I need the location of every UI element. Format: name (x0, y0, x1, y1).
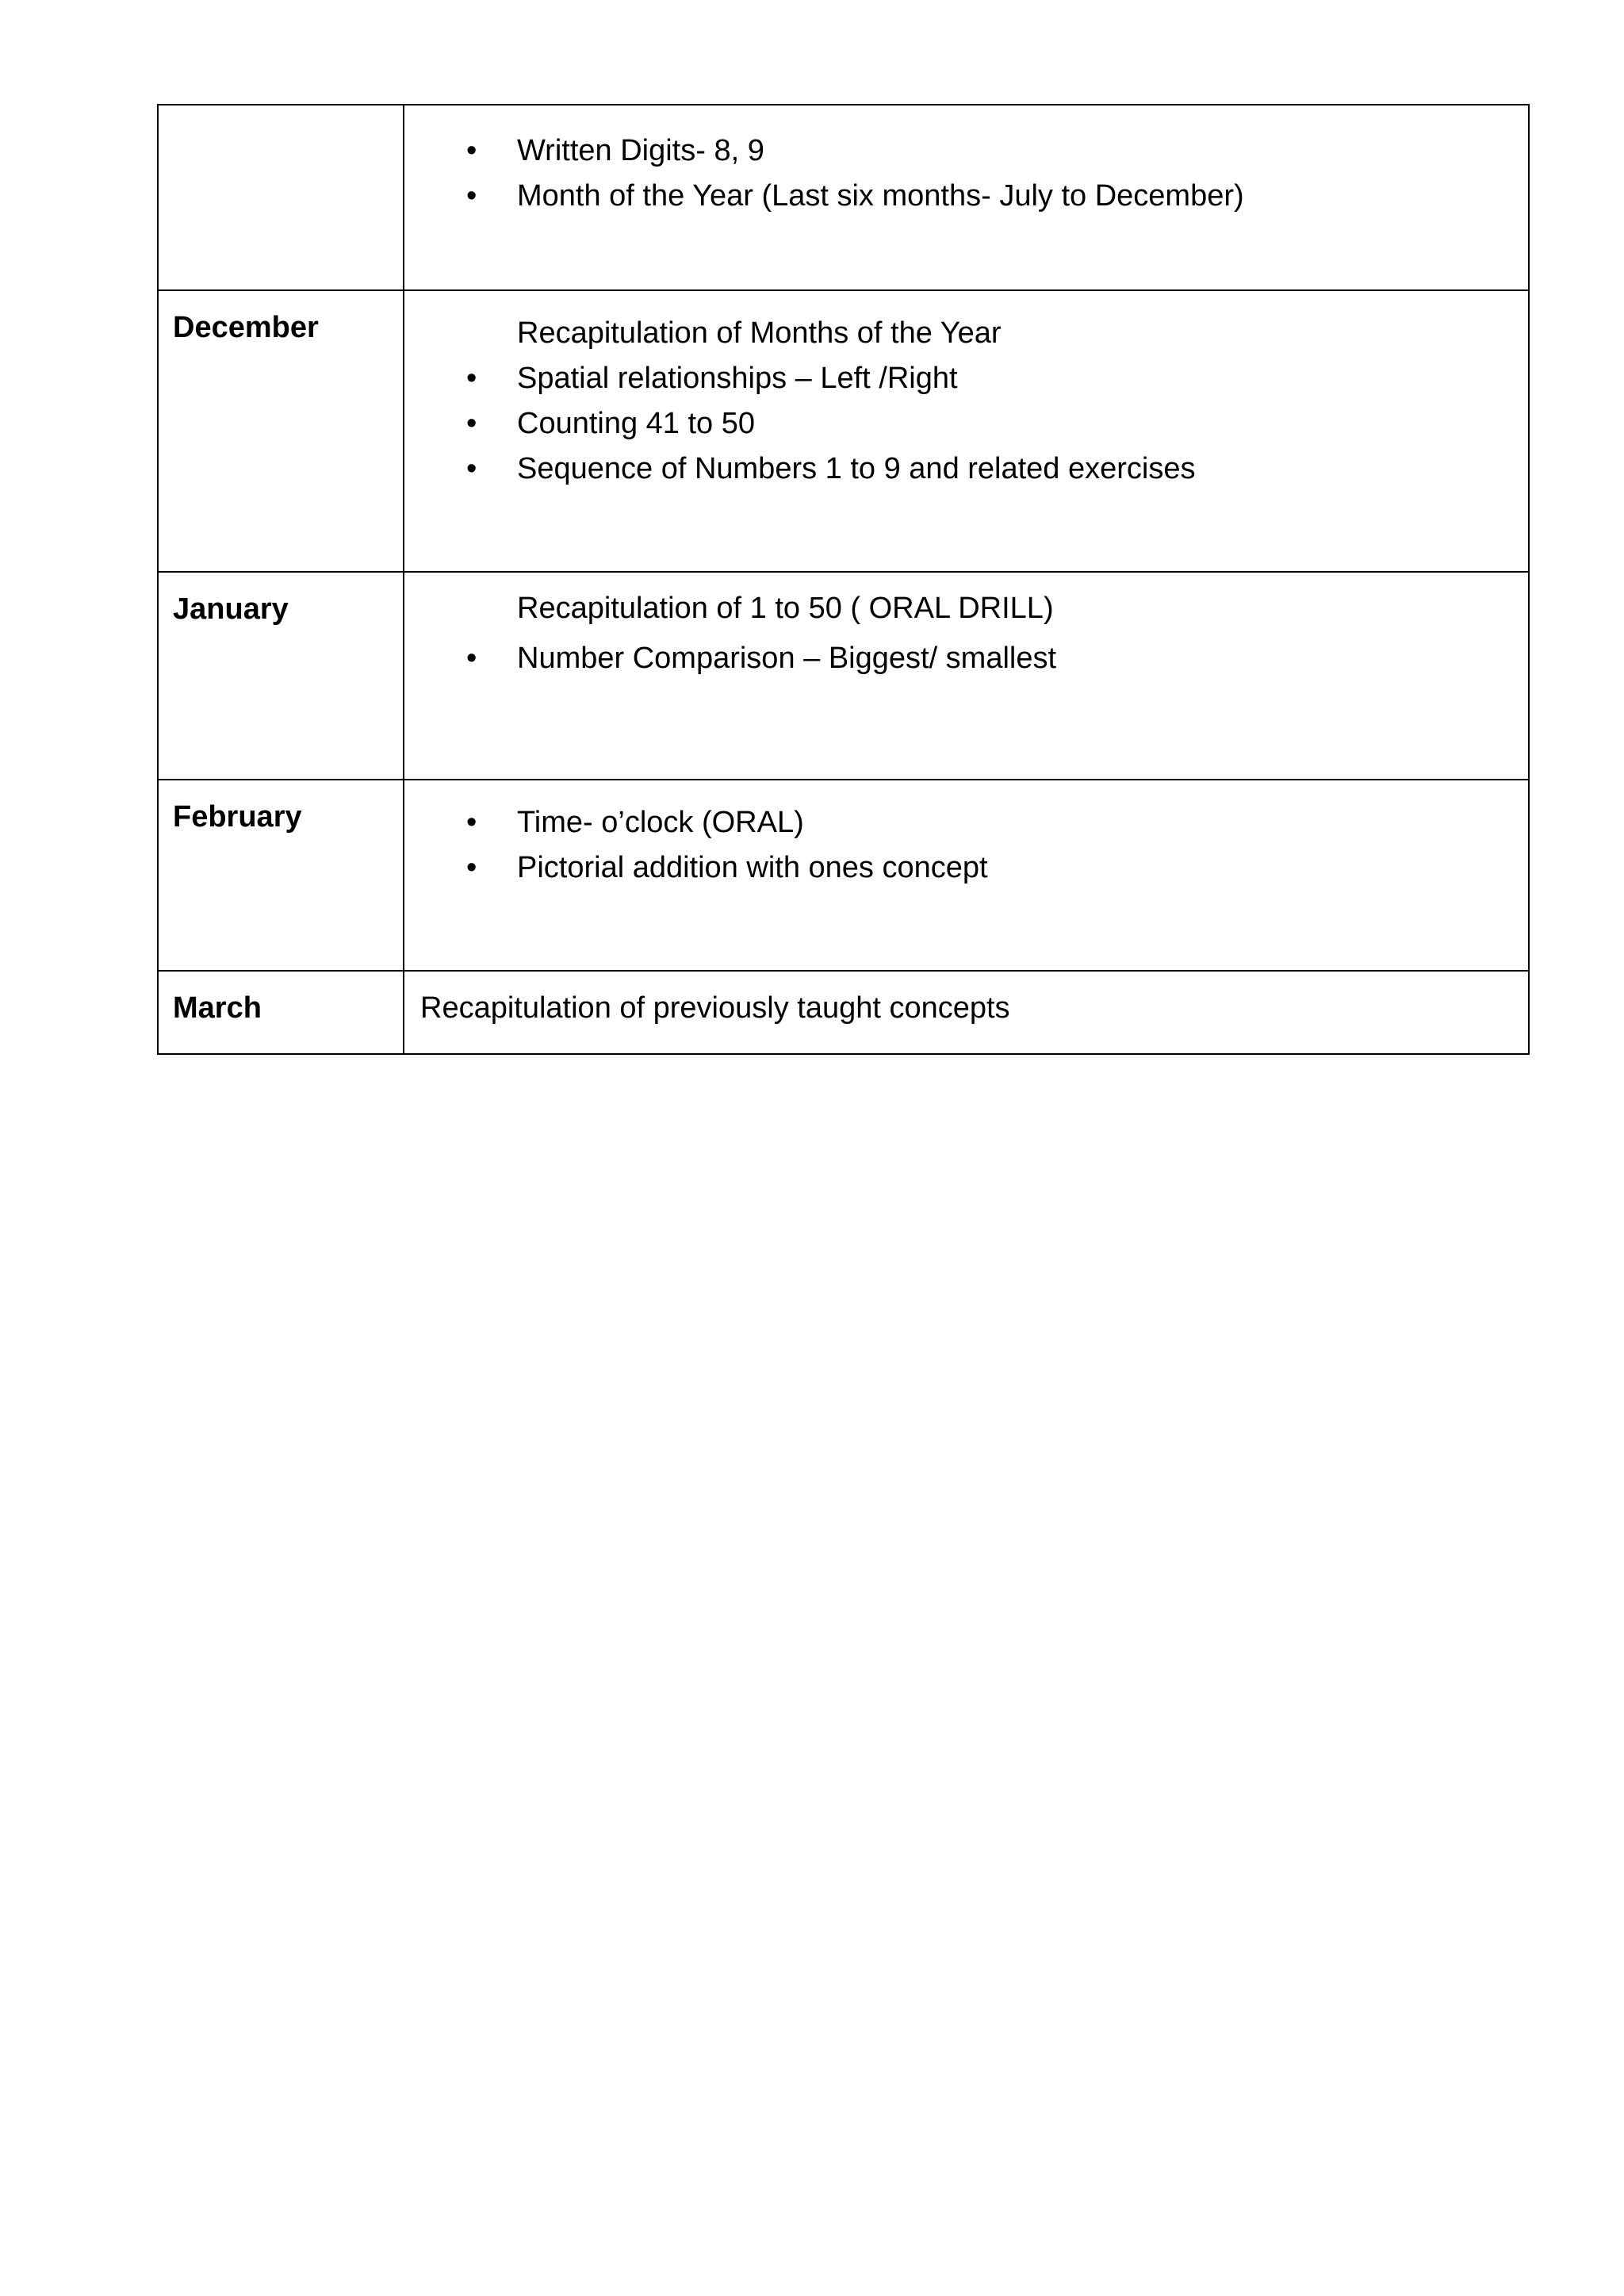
bullet-icon: • (466, 407, 477, 440)
topic-list (404, 586, 1528, 681)
topic-text: Time- o’clock (ORAL) (517, 806, 804, 839)
syllabus-table (157, 104, 1530, 1055)
topic-text: Spatial relationships – Left /Right (517, 362, 958, 395)
content-cell (404, 971, 1529, 1054)
month-cell: March (158, 971, 404, 1054)
bullet-icon: • (466, 806, 477, 839)
topic-text: Month of the Year (Last six months- July to December) (517, 179, 1244, 213)
list-item (404, 128, 1528, 174)
topic-text: Recapitulation of Months of the Year (517, 316, 1002, 350)
list-item (404, 356, 1528, 401)
bullet-icon: • (466, 851, 477, 884)
topic-text: Number Comparison – Biggest/ smallest (517, 642, 1057, 675)
topic-text: Sequence of Numbers 1 to 9 and related exercises (517, 452, 1196, 485)
list-item (404, 447, 1528, 492)
month-cell: December (158, 290, 404, 572)
list-item (404, 401, 1528, 447)
topic-text: Written Digits- 8, 9 (517, 134, 764, 167)
topic-text: Counting 41 to 50 (517, 407, 756, 440)
content-cell (404, 105, 1529, 290)
topic-text: Pictorial addition with ones concept (517, 851, 988, 884)
table-row (158, 971, 1529, 1054)
table-row (158, 105, 1529, 290)
list-item (404, 311, 1528, 356)
list-item (404, 586, 1528, 631)
topic-text: Recapitulation of 1 to 50 ( ORAL DRILL) (517, 592, 1054, 625)
table-row (158, 290, 1529, 572)
bullet-icon: • (466, 642, 477, 675)
bullet-icon: • (466, 179, 477, 213)
month-cell (158, 105, 404, 290)
topic-list (404, 800, 1528, 891)
topic-list (404, 311, 1528, 492)
table-row (158, 572, 1529, 780)
month-cell: January (158, 572, 404, 780)
list-item (404, 174, 1528, 219)
table-row (158, 780, 1529, 971)
content-cell (404, 780, 1529, 971)
month-cell: February (158, 780, 404, 971)
list-item (404, 800, 1528, 845)
bullet-icon: • (466, 452, 477, 485)
list-item (404, 845, 1528, 891)
content-cell (404, 290, 1529, 572)
topic-text: Recapitulation of previously taught concepts (420, 991, 1010, 1025)
bullet-icon: • (466, 134, 477, 167)
bullet-icon: • (466, 362, 477, 395)
list-item (404, 636, 1528, 681)
content-cell (404, 572, 1529, 780)
topic-list (404, 128, 1528, 219)
